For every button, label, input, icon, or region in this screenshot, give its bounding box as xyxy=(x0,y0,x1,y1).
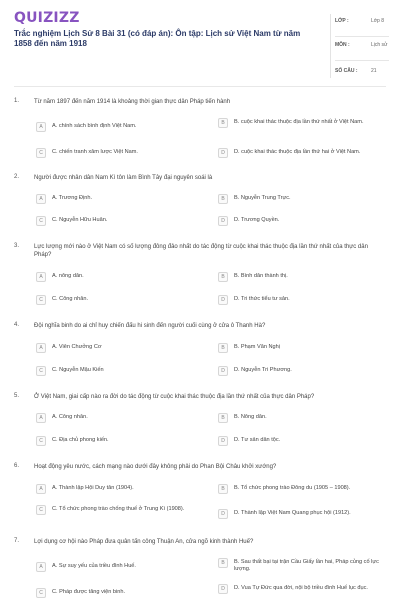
option-d[interactable] xyxy=(218,436,388,452)
meta-value: Lịch sử xyxy=(371,42,388,48)
option-badge: D xyxy=(218,436,228,446)
question-number: 3. xyxy=(14,243,20,249)
option-text: A. Sự suy yếu của triều đình Huế. xyxy=(52,563,136,569)
option-badge: C xyxy=(36,216,46,226)
meta-key: LỚP : xyxy=(335,18,349,24)
option-text: A. Thành lập Hội Duy tân (1904). xyxy=(52,485,134,491)
option-a[interactable] xyxy=(36,413,206,429)
option-badge: A xyxy=(36,122,46,132)
option-b[interactable] xyxy=(218,484,388,500)
meta-key: MÔN : xyxy=(335,42,350,48)
option-badge: C xyxy=(36,588,46,598)
option-a[interactable] xyxy=(36,194,206,210)
option-d[interactable] xyxy=(218,295,388,311)
option-badge: D xyxy=(218,148,228,158)
option-a[interactable] xyxy=(36,484,206,500)
option-badge: A xyxy=(36,272,46,282)
option-badge: B xyxy=(218,558,228,568)
question-text: Lực lượng mới nào ở Việt Nam có số lượng đông đảo nhất do tác động từ cuộc khai thác thuộc địa lần thứ nhất của thực dân Pháp? xyxy=(34,244,368,258)
option-a[interactable] xyxy=(36,122,206,138)
option-text: C. Nguyễn Mậu Kiến xyxy=(52,367,104,373)
option-text: A. Công nhân. xyxy=(52,414,88,420)
question-text: Từ năm 1897 đến năm 1914 là khoảng thời gian thực dân Pháp tiến hành xyxy=(34,99,231,105)
option-text: D. Thành lập Việt Nam Quang phục hội (1912). xyxy=(234,510,351,516)
question-text: Ở Việt Nam, giai cấp nào ra đời do tác động từ cuộc khai thác thuộc địa lần thứ nhất của thực dân Pháp? xyxy=(34,394,315,400)
option-text: B. Sau thất bại tại trận Cầu Giấy lần hai, Pháp củng cố lực lượng. xyxy=(234,559,379,572)
option-c[interactable] xyxy=(36,366,206,382)
option-text: D. Tri thức tiểu tư sản. xyxy=(234,296,290,302)
option-text: B. Bình dân thành thị. xyxy=(234,273,288,279)
option-badge: A xyxy=(36,194,46,204)
option-b[interactable] xyxy=(218,118,388,134)
option-badge: D xyxy=(218,366,228,376)
option-badge: D xyxy=(218,295,228,305)
quiz-meta-panel xyxy=(330,14,388,78)
option-badge: B xyxy=(218,343,228,353)
option-a[interactable] xyxy=(36,272,206,288)
option-d[interactable] xyxy=(218,366,388,382)
option-c[interactable] xyxy=(36,216,206,232)
option-badge: A xyxy=(36,562,46,572)
option-text: D. Trương Quyền. xyxy=(234,217,280,223)
option-badge: D xyxy=(218,509,228,519)
meta-separator xyxy=(335,60,389,61)
option-text: D. Tư sản dân tộc. xyxy=(234,437,281,443)
option-badge: C xyxy=(36,505,46,515)
option-a[interactable] xyxy=(36,562,206,578)
question-number: 4. xyxy=(14,322,20,328)
option-badge: D xyxy=(218,584,228,594)
option-text: A. chính sách bình định Việt Nam. xyxy=(52,123,137,129)
option-badge: B xyxy=(218,118,228,128)
option-text: B. Nông dân. xyxy=(234,414,267,420)
meta-key: SỐ CÂU : xyxy=(335,68,358,74)
option-badge: C xyxy=(36,295,46,305)
option-badge: C xyxy=(36,366,46,376)
question-number: 2. xyxy=(14,174,20,180)
option-b[interactable] xyxy=(218,558,388,574)
option-text: D. Nguyễn Tri Phương. xyxy=(234,367,292,373)
option-text: D. Vua Tự Đức qua đời, nội bộ triều đình Huế lục đục. xyxy=(234,585,368,591)
question-number: 1. xyxy=(14,98,20,104)
option-text: C. chiến tranh xâm lược Việt Nam. xyxy=(52,149,138,155)
option-c[interactable] xyxy=(36,295,206,311)
option-badge: B xyxy=(218,272,228,282)
header-divider xyxy=(14,86,386,87)
option-badge: D xyxy=(218,216,228,226)
option-badge: B xyxy=(218,194,228,204)
question-text: Hoạt động yêu nước, cách mạng nào dưới đây không phải do Phan Bội Châu khởi xướng? xyxy=(34,464,277,470)
option-text: D. cuộc khai thác thuộc địa lần thứ hai ở Việt Nam. xyxy=(234,149,361,155)
option-d[interactable] xyxy=(218,148,388,164)
question-text: Lợi dụng cơ hội nào Pháp đưa quân tấn công Thuận An, cửa ngõ kinh thành Huế? xyxy=(34,539,254,545)
option-text: A. Viên Chưởng Cơ xyxy=(52,344,102,350)
question-number: 6. xyxy=(14,463,20,469)
option-badge: C xyxy=(36,148,46,158)
option-text: B. cuộc khai thác thuộc địa lần thứ nhất ở Việt Nam. xyxy=(234,119,364,125)
question-text: Người được nhân dân Nam Kì tôn làm Bình Tây đại nguyên soái là xyxy=(34,175,213,181)
option-c[interactable] xyxy=(36,148,206,164)
option-d[interactable] xyxy=(218,216,388,232)
option-badge: B xyxy=(218,413,228,423)
option-text: C. Công nhân. xyxy=(52,296,89,302)
option-badge: A xyxy=(36,343,46,353)
option-d[interactable] xyxy=(218,584,388,600)
option-text: C. Tổ chức phong trào chống thuế ở Trung Kì (1908). xyxy=(52,506,185,512)
question-number: 5. xyxy=(14,393,20,399)
option-badge: B xyxy=(218,484,228,494)
meta-value: Lớp 8 xyxy=(371,18,385,24)
option-b[interactable] xyxy=(218,272,388,288)
option-badge: A xyxy=(36,484,46,494)
option-c[interactable] xyxy=(36,505,206,521)
option-text: A. nông dân. xyxy=(52,273,84,279)
option-text: C. Địa chủ phong kiến. xyxy=(52,437,109,443)
option-text: C. Pháp được tăng viện binh. xyxy=(52,589,126,595)
meta-value: 21 xyxy=(371,68,377,74)
quizizz-logo: QUIZIZZ xyxy=(14,10,80,26)
option-a[interactable] xyxy=(36,343,206,359)
option-b[interactable] xyxy=(218,413,388,429)
option-c[interactable] xyxy=(36,436,206,452)
option-b[interactable] xyxy=(218,194,388,210)
option-text: B. Nguyễn Trung Trực. xyxy=(234,195,291,201)
option-badge: A xyxy=(36,413,46,423)
option-d[interactable] xyxy=(218,509,388,525)
option-text: B. Phạm Văn Nghị xyxy=(234,344,281,350)
option-text: A. Trương Định. xyxy=(52,195,93,201)
option-c[interactable] xyxy=(36,588,206,600)
page-header xyxy=(0,0,400,86)
option-badge: C xyxy=(36,436,46,446)
option-text: C. Nguyễn Hữu Huân. xyxy=(52,217,108,223)
page-title: Trắc nghiệm Lịch Sử 8 Bài 31 (có đáp án): Ôn tập: Lịch sử Việt Nam từ năm 1858 đến năm 1918 xyxy=(14,29,301,48)
meta-separator xyxy=(335,36,389,37)
option-b[interactable] xyxy=(218,343,388,359)
option-text: B. Tổ chức phong trào Đông du (1905 – 1908). xyxy=(234,485,351,491)
question-text: Đội nghĩa binh do ai chỉ huy chiến đấu hi sinh đến người cuối cùng ở cửa ô Thanh Hà? xyxy=(34,323,266,329)
question-number: 7. xyxy=(14,538,20,544)
